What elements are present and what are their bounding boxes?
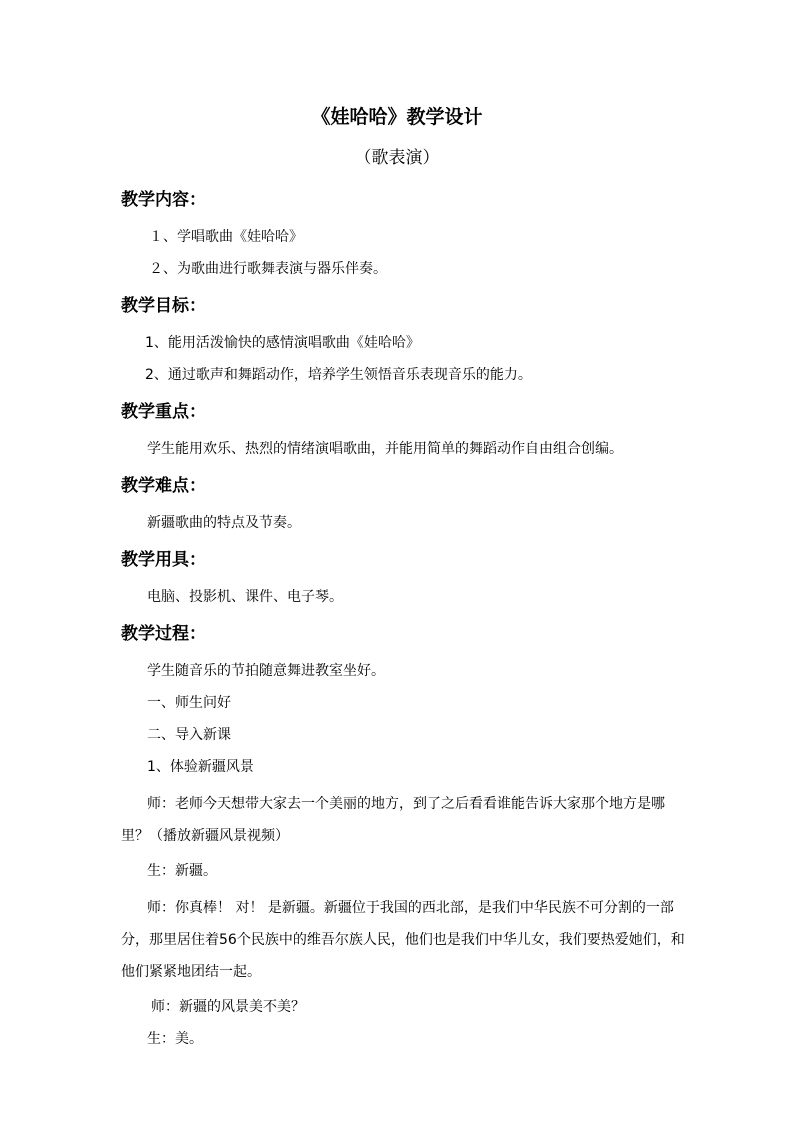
section-heading-tools: 教学用具：: [121, 550, 206, 570]
document-body: [121, 188, 691, 1060]
content-item-2: ２、为歌曲进行歌舞表演与器乐伴奏。: [149, 261, 387, 277]
process-line: 师：老师今天想带大家去一个美丽的地方，到了之后看看谁能告诉大家那个地方是哪里？（播放新疆风景视频）: [121, 796, 665, 844]
process-line: 师：你真棒！ 对！ 是新疆。新疆位于我国的西北部，是我们中华民族不可分割的一部分，那里居住着56个民族中的维吾尔族人民，他们也是我们中华儿女，我们要热爱她们，和他们紧紧地团结一起。: [121, 900, 685, 980]
section-heading-process: 教学过程：: [121, 624, 206, 644]
process-line: 生：美。: [147, 1031, 203, 1047]
section-heading-key-points: 教学重点：: [121, 402, 206, 422]
section-heading-goals: 教学目标：: [121, 296, 206, 316]
difficulties-text: 新疆歌曲的特点及节奏。: [147, 515, 301, 531]
goal-item-1: 1、能用活泼愉快的感情演唱歌曲《娃哈哈》: [145, 335, 420, 351]
section-heading-difficulties: 教学难点：: [121, 476, 206, 496]
process-line: 学生随音乐的节拍随意舞进教室坐好。: [147, 663, 385, 679]
page-title: 《娃哈哈》教学设计: [311, 106, 483, 128]
content-item-1: １、学唱歌曲《娃哈哈》: [149, 229, 303, 245]
process-line: 师：新疆的风景美不美？: [151, 999, 305, 1015]
section-heading-content: 教学内容：: [121, 190, 206, 210]
page-subtitle: （歌表演）: [354, 148, 440, 168]
process-line: 生：新疆。: [147, 863, 217, 879]
process-line: 1、体验新疆风景: [147, 759, 254, 775]
process-line: 一、师生问好: [147, 695, 231, 711]
key-points-text: 学生能用欢乐、热烈的情绪演唱歌曲，并能用简单的舞蹈动作自由组合创编。: [147, 441, 623, 457]
tools-text: 电脑、投影机、课件、电子琴。: [147, 589, 343, 605]
goal-item-2: 2、通过歌声和舞蹈动作，培养学生领悟音乐表现音乐的能力。: [145, 367, 532, 383]
process-line: 二、导入新课: [147, 727, 231, 743]
